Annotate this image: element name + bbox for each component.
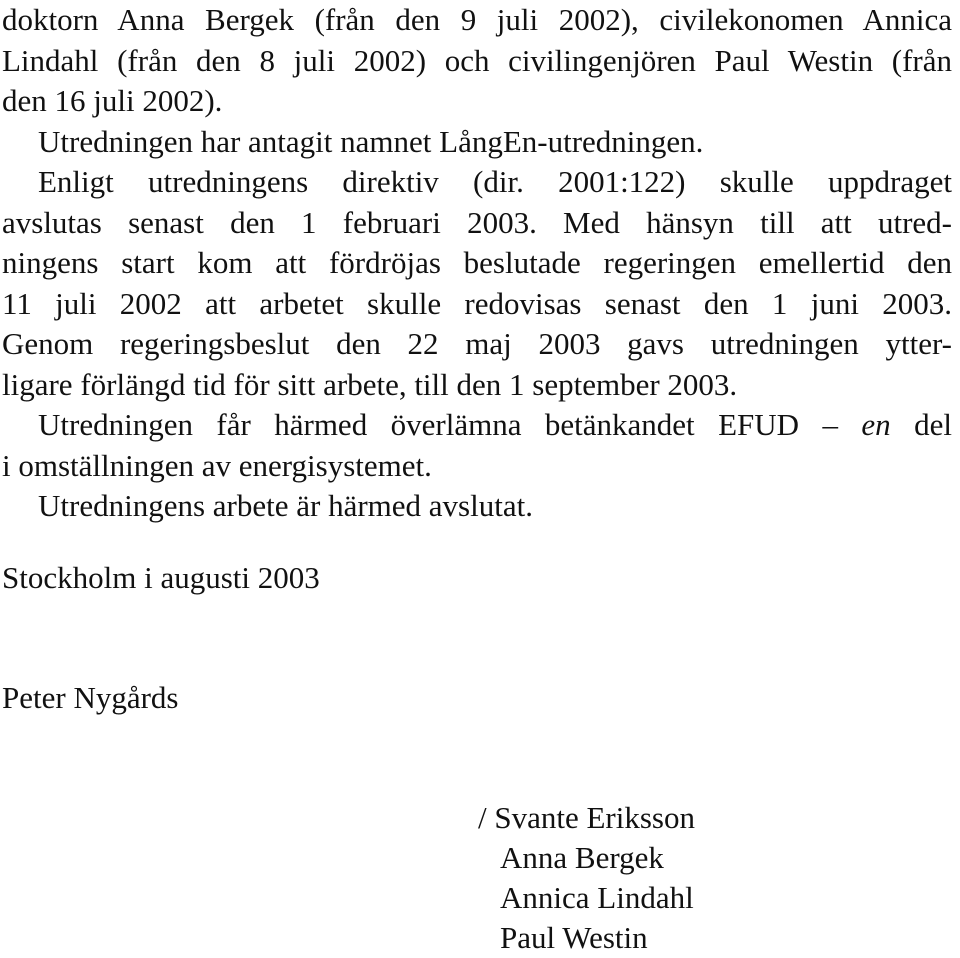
signers-block xyxy=(478,798,695,958)
text-line: ningens start kom att fördröjas beslutade regeringen emellertid den xyxy=(2,245,952,280)
text-line: ligare förlängd tid för sitt arbete, till den 1 september 2003. xyxy=(2,366,738,402)
place-date: Stockholm i augusti 2003 xyxy=(2,560,320,595)
text-line-submission xyxy=(2,405,952,446)
paragraph-deadline xyxy=(2,162,952,405)
text-line: Utredningen har antagit namnet LångEn-utredningen. xyxy=(38,123,704,159)
text-line: 11 juli 2002 att arbetet skulle redovisas senast den 1 juni 2003. xyxy=(2,285,952,321)
text-line: Enligt utredningens direktiv (dir. 2001:122) skulle uppdraget xyxy=(38,164,952,199)
text-line: Genom regeringsbeslut den 22 maj 2003 gavs utredningen ytter- xyxy=(2,326,952,361)
text-line: Utredningens arbete är härmed avslutat. xyxy=(38,488,533,523)
text-line: i omställningen av energisystemet. xyxy=(2,447,432,483)
text-line: doktorn Anna Bergek (från den 9 juli 2002), civilekonomen Annica xyxy=(2,2,952,37)
paragraph-conclusion xyxy=(2,486,952,527)
submission-text: Utredningen får härmed överlämna betänkandet EFUD – xyxy=(38,407,838,442)
submission-tail: del xyxy=(914,407,952,442)
paragraph-members xyxy=(2,0,952,122)
text-line: Lindahl (från den 8 juli 2002) och civilingenjören Paul Westin (från xyxy=(2,42,952,78)
signer-name: Annica Lindahl xyxy=(500,880,694,915)
signer-name: / Svante Eriksson xyxy=(478,800,695,835)
paragraph-name xyxy=(2,122,952,163)
submission-italic: en xyxy=(861,407,891,442)
chair-signature: Peter Nygårds xyxy=(2,680,179,715)
document-page xyxy=(2,0,952,527)
paragraph-submission xyxy=(2,405,952,486)
signer-name: Anna Bergek xyxy=(500,840,664,875)
text-line: avslutas senast den 1 februari 2003. Med hänsyn till att utred- xyxy=(2,204,952,240)
text-line: den 16 juli 2002). xyxy=(2,83,223,118)
signer-name: Paul Westin xyxy=(500,920,648,955)
